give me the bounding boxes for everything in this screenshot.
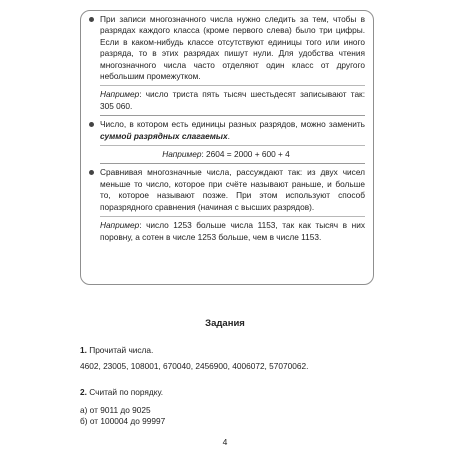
divider [100, 145, 365, 146]
example-3 [87, 220, 365, 243]
example-1 [87, 89, 365, 112]
rules-box [80, 10, 374, 285]
example-3-text: : число 1253 больше числа 1153, так как тысяч в них поровну, а сотен в числе 1253 больше, чем в числе 1153. [100, 220, 365, 242]
task-1-number: 1. [80, 345, 87, 355]
example-2 [87, 149, 365, 160]
task-2-text: Считай по порядку. [86, 387, 164, 397]
task-2-a: а) от 9011 до 9025 [80, 405, 151, 415]
divider [100, 163, 365, 164]
example-1-text: : число триста пять тысяч шестьдесят записывают так: 305 060. [100, 89, 365, 111]
example-3-label: Например [100, 220, 140, 231]
tasks-title: Задания [205, 318, 245, 329]
page-number: 4 [222, 437, 228, 447]
bullet-icon [89, 170, 94, 175]
task-2-b: б) от 100004 до 99997 [80, 416, 166, 426]
divider [100, 115, 365, 116]
task-1-heading [80, 345, 380, 356]
task-2-heading [80, 387, 380, 398]
rule-2 [87, 119, 365, 142]
task-1-text: Прочитай числа. [86, 345, 154, 355]
rule-2-emphasis: суммой разрядных слагаемых [100, 130, 228, 141]
example-2-label: Например [162, 149, 202, 160]
divider [100, 85, 365, 86]
task-1-numbers: 4602, 23005, 108001, 670040, 2456900, 4006072, 57070062. [80, 361, 309, 371]
bullet-icon [89, 17, 94, 22]
rule-2-text: Число, в котором есть единицы разных разрядов, можно заменить [100, 119, 365, 130]
rule-2-end: . [227, 130, 230, 141]
example-2-text: : 2604 = 2000 + 600 + 4 [201, 149, 290, 160]
rule-1 [87, 14, 365, 82]
task-2-number: 2. [80, 387, 87, 397]
rule-3-text: Сравнивая многозначные числа, рассуждают так: из двух чисел меньше то число, которое при счёте называют раньше, и больше то, которое называют позже. При этом используют способ поразрядного сравнения (начиная с высших разрядов). [100, 167, 365, 212]
bullet-icon [89, 122, 94, 127]
rule-3 [87, 167, 365, 213]
example-1-label: Например [100, 89, 140, 100]
divider [100, 216, 365, 217]
rule-1-text: При записи многозначного числа нужно следить за тем, чтобы в разрядах каждого класса (кроме первого слева) было три цифры. Если в каком-нибудь классе отсутствуют единицы того или иного разряда, то в этих разрядах пишут нули. Для удобства чтения многозначного числа часто отделяют один класс от другого небольшим промежутком. [100, 14, 365, 82]
